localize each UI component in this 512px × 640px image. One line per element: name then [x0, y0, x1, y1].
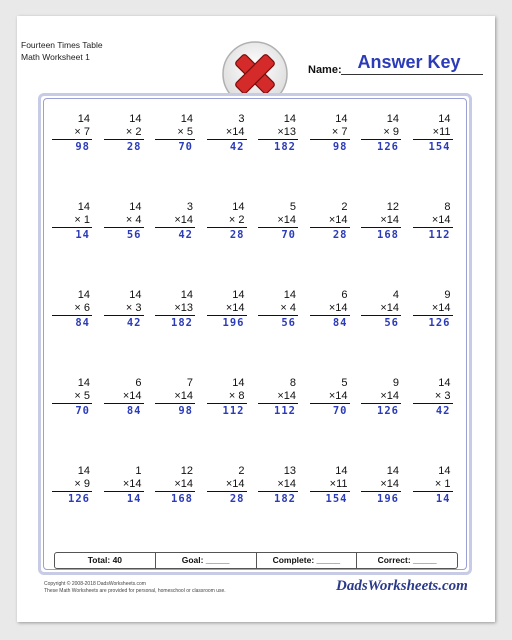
product-answer: 14 [435, 493, 451, 505]
product-answer: 28 [229, 493, 245, 505]
product-answer: 112 [274, 405, 296, 417]
problem [155, 377, 195, 418]
problem [155, 113, 195, 154]
product-answer: 70 [332, 405, 348, 417]
problem [207, 201, 247, 242]
multiplier: ×14 [361, 214, 401, 228]
multiplier: ×14 [310, 302, 350, 316]
product-answer: 70 [178, 141, 193, 153]
multiplicand: 1 [135, 465, 142, 477]
multiplicand: 14 [232, 201, 245, 213]
multiplier: × 2 [104, 126, 144, 140]
product-answer: 70 [75, 405, 90, 417]
name-line [341, 74, 483, 75]
product-answer: 98 [178, 405, 193, 417]
multiplier: × 6 [52, 302, 92, 316]
problem [258, 201, 298, 242]
product-answer: 14 [126, 493, 142, 505]
multiplicand: 14 [438, 377, 451, 389]
multiplicand: 14 [386, 465, 399, 477]
multiplicand: 14 [180, 289, 193, 301]
problem [104, 201, 144, 242]
problem [310, 113, 350, 154]
problem [52, 377, 92, 418]
product-answer: 28 [126, 141, 142, 153]
product-answer: 196 [377, 493, 399, 505]
product-answer: 126 [428, 317, 451, 329]
multiplier: × 1 [413, 478, 453, 492]
problem [258, 465, 298, 506]
product-answer: 126 [68, 493, 90, 505]
problem [207, 377, 247, 418]
multiplier: × 8 [207, 390, 247, 404]
multiplicand: 14 [335, 465, 348, 477]
multiplicand: 3 [186, 201, 193, 213]
multiplier: ×14 [207, 478, 247, 492]
product-answer: 42 [435, 405, 451, 417]
problem [413, 113, 453, 154]
usage-text: These Math Worksheets are provided for personal, homeschool or classroom use. [44, 588, 226, 594]
multiplier: ×14 [310, 214, 350, 228]
multiplier: ×14 [207, 302, 247, 316]
product-answer: 182 [171, 317, 193, 329]
multiplicand: 12 [386, 201, 399, 213]
problem [155, 201, 195, 242]
multiplicand: 14 [283, 289, 296, 301]
product-answer: 42 [229, 141, 245, 153]
problem [310, 289, 350, 330]
product-answer: 84 [332, 317, 348, 329]
product-answer: 126 [377, 141, 399, 153]
multiplier: ×14 [258, 478, 298, 492]
product-answer: 182 [274, 141, 296, 153]
goal-field: Goal: _____ [156, 553, 257, 568]
problem [104, 377, 144, 418]
multiplicand: 7 [186, 377, 193, 389]
multiplier: ×14 [258, 390, 298, 404]
multiplicand: 14 [386, 113, 399, 125]
product-answer: 28 [229, 229, 245, 241]
correct-field: Correct: _____ [377, 555, 437, 565]
multiplicand: 4 [392, 289, 399, 301]
multiplicand: 3 [238, 113, 245, 125]
answer-key-label: Answer Key [357, 52, 461, 72]
multiplicand: 9 [444, 289, 451, 301]
multiplicand: 14 [77, 377, 90, 389]
multiplicand: 6 [135, 377, 142, 389]
product-answer: 154 [325, 493, 348, 505]
problem [155, 289, 195, 330]
problem [52, 113, 92, 154]
product-answer: 126 [377, 405, 399, 417]
multiplier: × 1 [52, 214, 92, 228]
problem [104, 113, 144, 154]
problem-row [52, 113, 452, 173]
multiplier: ×14 [413, 214, 453, 228]
brand-logo: DadsWorksheets.com [336, 578, 468, 594]
multiplier: ×13 [258, 126, 298, 140]
multiplicand: 12 [180, 465, 193, 477]
multiplier: × 2 [207, 214, 247, 228]
problem [258, 377, 298, 418]
multiplier: × 7 [310, 126, 350, 140]
product-answer: 168 [171, 493, 193, 505]
multiplier: ×14 [155, 478, 195, 492]
problem [413, 289, 453, 330]
multiplicand: 14 [438, 465, 451, 477]
problem-row [52, 465, 452, 525]
worksheet-subtitle: Math Worksheet 1 [21, 52, 90, 62]
problem [52, 289, 92, 330]
problem [52, 465, 92, 506]
problem [361, 201, 401, 242]
problem [104, 289, 144, 330]
multiplicand: 2 [238, 465, 245, 477]
multiplier: ×13 [155, 302, 195, 316]
multiplicand: 8 [289, 377, 296, 389]
multiplicand: 6 [341, 289, 348, 301]
multiplicand: 14 [335, 113, 348, 125]
multiplicand: 14 [77, 465, 90, 477]
problem [155, 465, 195, 506]
product-answer: 56 [126, 229, 142, 241]
multiplier: ×11 [413, 126, 453, 140]
multiplier: × 5 [52, 390, 92, 404]
multiplier: × 3 [413, 390, 453, 404]
product-answer: 56 [281, 317, 296, 329]
problem-row [52, 201, 452, 261]
multiplier: × 9 [52, 478, 92, 492]
multiplier: ×14 [361, 390, 401, 404]
problem [361, 113, 401, 154]
multiplier: ×14 [361, 478, 401, 492]
multiplicand: 14 [438, 113, 451, 125]
multiplicand: 14 [129, 113, 142, 125]
multiplier: × 4 [258, 302, 298, 316]
multiplicand: 5 [341, 377, 348, 389]
multiplier: ×14 [104, 390, 144, 404]
product-answer: 154 [428, 141, 451, 153]
problem [413, 377, 453, 418]
product-answer: 56 [384, 317, 399, 329]
problem [361, 465, 401, 506]
problem [207, 113, 247, 154]
problem [361, 289, 401, 330]
multiplier: × 9 [361, 126, 401, 140]
multiplier: ×11 [310, 478, 350, 492]
product-answer: 196 [222, 317, 245, 329]
problem-row [52, 289, 452, 349]
multiplicand: 14 [129, 289, 142, 301]
problem [310, 377, 350, 418]
multiplier: ×14 [207, 126, 247, 140]
multiplicand: 14 [232, 377, 245, 389]
problem [361, 377, 401, 418]
multiplicand: 14 [180, 113, 193, 125]
product-answer: 84 [126, 405, 142, 417]
product-answer: 42 [178, 229, 193, 241]
multiplier: × 5 [155, 126, 195, 140]
problem [258, 113, 298, 154]
multiplicand: 14 [283, 113, 296, 125]
multiplicand: 8 [444, 201, 451, 213]
multiplier: ×14 [155, 214, 195, 228]
multiplier: ×14 [104, 478, 144, 492]
product-answer: 112 [428, 229, 451, 241]
score-bar [54, 552, 458, 569]
copyright-text: Copyright © 2008-2018 DadsWorksheets.com [44, 581, 146, 587]
product-answer: 98 [75, 141, 90, 153]
name-label: Name: [308, 64, 342, 76]
product-answer: 14 [75, 229, 90, 241]
problem [413, 465, 453, 506]
problem [310, 465, 350, 506]
problem [52, 201, 92, 242]
multiplicand: 14 [232, 289, 245, 301]
multiplier: × 7 [52, 126, 92, 140]
multiplicand: 5 [289, 201, 296, 213]
problem [207, 289, 247, 330]
multiplier: ×14 [361, 302, 401, 316]
multiplicand: 13 [283, 465, 296, 477]
multiplicand: 14 [129, 201, 142, 213]
multiplier: ×14 [310, 390, 350, 404]
problem [104, 465, 144, 506]
product-answer: 28 [332, 229, 348, 241]
multiplier: × 4 [104, 214, 144, 228]
problem [258, 289, 298, 330]
problem [207, 465, 247, 506]
product-answer: 98 [332, 141, 348, 153]
problem [413, 201, 453, 242]
complete-field: Complete: _____ [257, 553, 358, 568]
multiplicand: 2 [341, 201, 348, 213]
problem [310, 201, 350, 242]
multiplier: ×14 [413, 302, 453, 316]
multiplicand: 14 [77, 201, 90, 213]
product-answer: 84 [75, 317, 90, 329]
problem-row [52, 377, 452, 437]
multiplier: ×14 [155, 390, 195, 404]
product-answer: 168 [377, 229, 399, 241]
multiplier: × 3 [104, 302, 144, 316]
multiplier: ×14 [258, 214, 298, 228]
product-answer: 70 [281, 229, 296, 241]
total-field: Total: 40 [55, 553, 156, 568]
multiplicand: 14 [77, 289, 90, 301]
product-answer: 182 [274, 493, 296, 505]
product-answer: 112 [222, 405, 245, 417]
product-answer: 42 [126, 317, 142, 329]
worksheet-title: Fourteen Times Table [21, 40, 103, 50]
multiplicand: 14 [77, 113, 90, 125]
multiplicand: 9 [392, 377, 399, 389]
